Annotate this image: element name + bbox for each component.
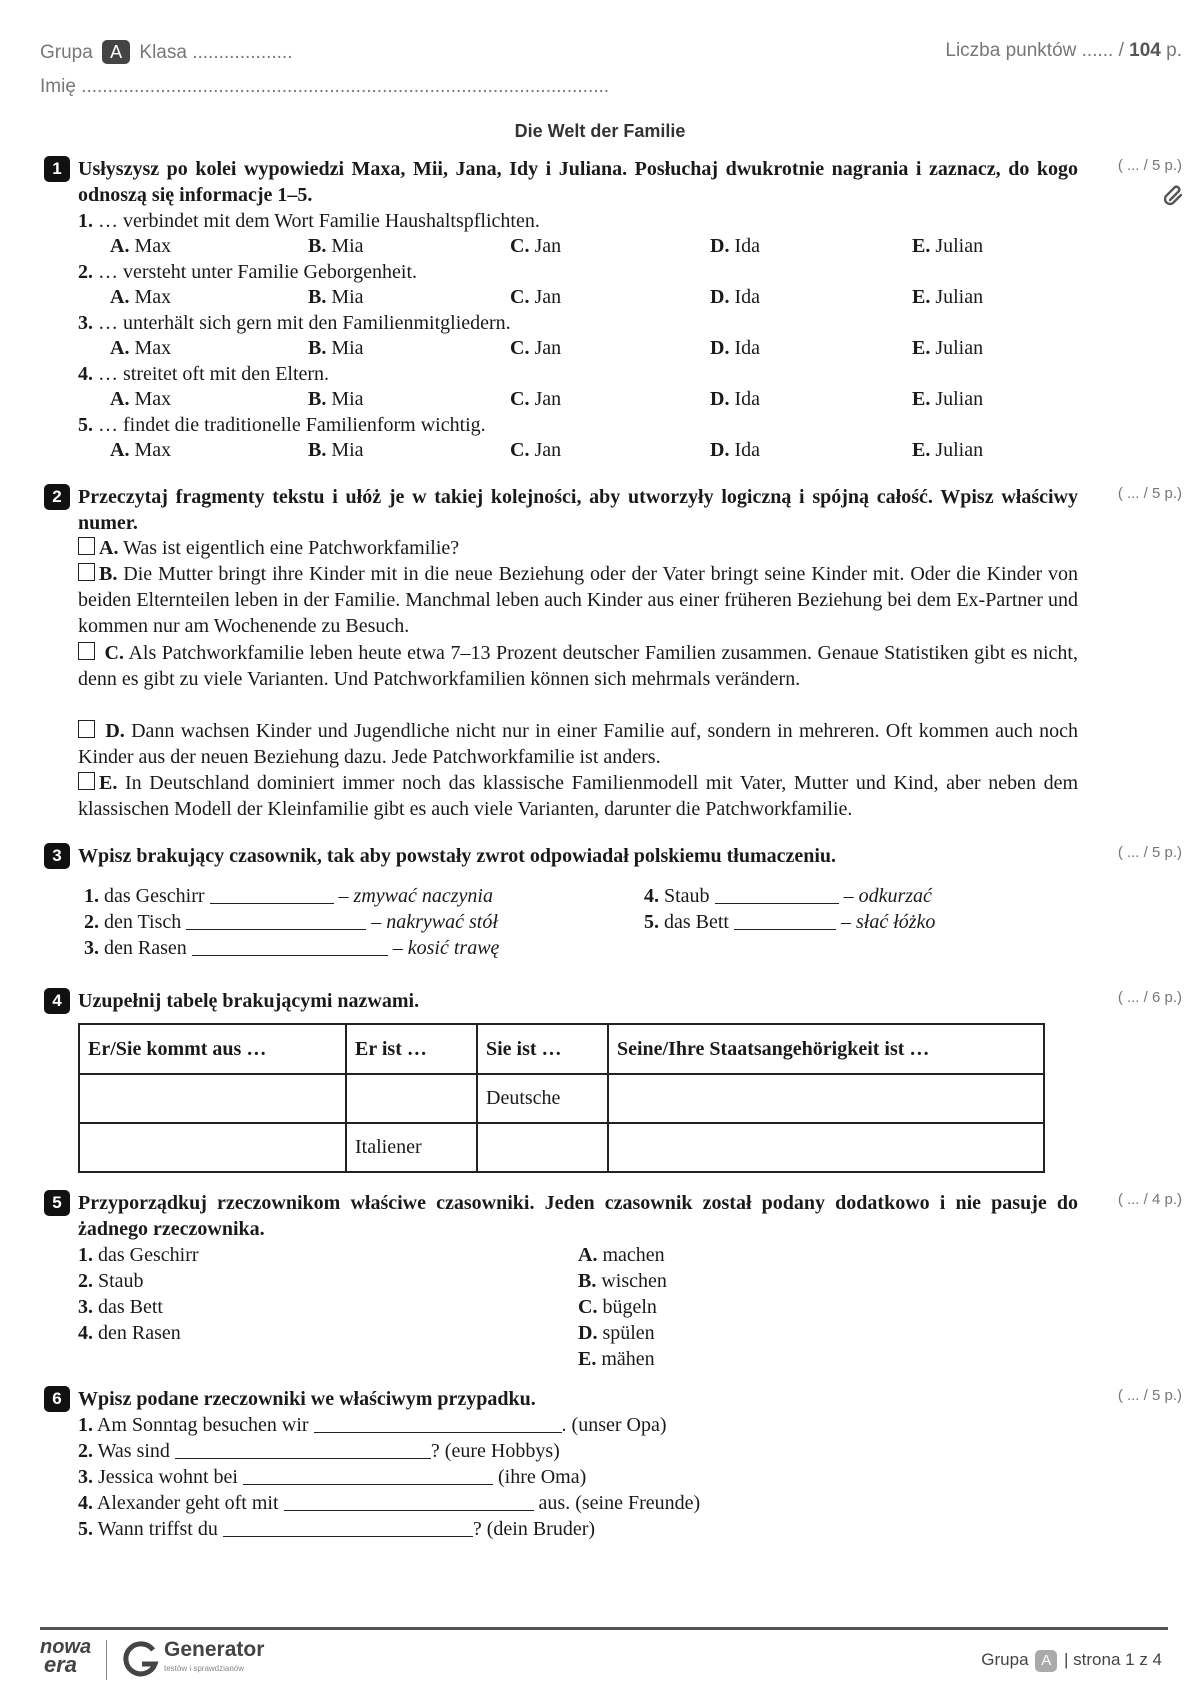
- phrase-number: 4.: [644, 885, 659, 907]
- footer-page-info: [981, 1650, 1162, 1672]
- option-letter: D.: [710, 235, 730, 257]
- verb-letter: E.: [578, 1348, 597, 1370]
- table-cell-input[interactable]: [608, 1123, 1044, 1172]
- question-3-instruction: Wpisz brakujący czasownik, tak aby powstały zwrot odpowiadał polskiemu tłumaczeniu.: [78, 845, 837, 867]
- option-letter: E.: [912, 235, 931, 257]
- answer-option[interactable]: [308, 386, 364, 412]
- phrase-noun: das Bett: [664, 911, 729, 933]
- fragment-c-letter: C.: [104, 642, 124, 664]
- noun-item: [78, 1242, 199, 1268]
- verb-letter: D.: [578, 1322, 598, 1344]
- option-name: Ida: [734, 337, 760, 359]
- points-label: Liczba punktów ...... /: [945, 40, 1124, 61]
- answer-option[interactable]: [110, 284, 171, 310]
- question-1-points: ( ... / 5 p.): [1117, 157, 1182, 174]
- question-2-instruction: Przeczytaj fragmenty tekstu i ułóż je w takiej kolejności, aby utworzyły logiczną i spójną całość. Wpisz właściwy numer.: [78, 486, 1078, 534]
- answer-option[interactable]: [912, 335, 983, 361]
- statement-text: … versteht unter Familie Geborgenheit.: [98, 261, 417, 283]
- sentence-item: [78, 1464, 586, 1490]
- phrase-translation: – zmywać naczynia: [338, 885, 493, 907]
- column-header: Sie ist …: [477, 1024, 608, 1074]
- phrase-noun: den Tisch: [104, 911, 182, 933]
- question-number-2: 2: [44, 484, 70, 510]
- fragment-a: [78, 535, 459, 561]
- sentence-number: 5.: [78, 1518, 93, 1540]
- question-number-5: 5: [44, 1190, 70, 1216]
- answer-option[interactable]: [308, 233, 364, 259]
- statement-number: 5.: [78, 414, 93, 436]
- option-name: Jan: [534, 337, 562, 359]
- answer-option[interactable]: [912, 284, 983, 310]
- column-header: Seine/Ihre Staatsangehörigkeit ist …: [608, 1024, 1044, 1074]
- fragment-d: [78, 718, 1078, 770]
- statement-item: [78, 310, 511, 336]
- fragment-e-text: In Deutschland dominiert immer noch das klassische Familienmodell mit Vater, Mutter und Kind, aber neben dem klassischen Modell der Kleinfamilie gibt es auch viele Varianten, darunter die Patchworkfamilie.: [78, 772, 1079, 820]
- option-name: Jan: [534, 286, 562, 308]
- noun-item: [78, 1294, 163, 1320]
- statement-number: 3.: [78, 312, 93, 334]
- header-group-class: [40, 40, 293, 64]
- answer-option[interactable]: [510, 437, 561, 463]
- statement-item: [78, 361, 329, 387]
- sentence-end: ? (eure Hobbys): [430, 1440, 560, 1462]
- sentence-item: [78, 1412, 667, 1438]
- sentence-end: ? (dein Bruder): [472, 1518, 596, 1540]
- table-cell-input[interactable]: [477, 1123, 608, 1172]
- sentence-number: 3.: [78, 1466, 93, 1488]
- statement-text: … findet die traditionelle Familienform wichtig.: [98, 414, 486, 436]
- table-row: [79, 1123, 1044, 1172]
- phrase-item: [644, 909, 935, 935]
- option-letter: A.: [110, 388, 130, 410]
- class-field[interactable]: Klasa ...................: [139, 42, 293, 63]
- sentence-start: Alexander geht oft mit: [96, 1492, 279, 1514]
- option-letter: C.: [510, 439, 530, 461]
- logo-separator: [106, 1640, 107, 1680]
- option-name: Ida: [734, 439, 760, 461]
- phrase-number: 3.: [84, 937, 99, 959]
- fragment-a-letter: A.: [99, 537, 119, 559]
- fragment-b: [78, 561, 1078, 639]
- table-header-row: [79, 1024, 1044, 1074]
- answer-option[interactable]: [308, 335, 364, 361]
- option-name: Max: [134, 388, 172, 410]
- option-letter: E.: [912, 439, 931, 461]
- noun-text: den Rasen: [98, 1322, 181, 1344]
- verb-letter: B.: [578, 1270, 597, 1292]
- option-letter: A.: [110, 439, 130, 461]
- phrase-item: [644, 883, 932, 909]
- verb-letter: A.: [578, 1244, 598, 1266]
- statement-number: 1.: [78, 210, 93, 232]
- answer-option[interactable]: [510, 335, 561, 361]
- statement-text: … unterhält sich gern mit den Familienmitgliedern.: [98, 312, 511, 334]
- question-5-points: ( ... / 4 p.): [1117, 1191, 1182, 1208]
- phrase-item: [84, 935, 499, 961]
- logo-text-nowa: nowa: [40, 1636, 92, 1658]
- fragment-b-letter: B.: [99, 563, 118, 585]
- generator-logo-text: Generator: [164, 1638, 265, 1661]
- statement-number: 2.: [78, 261, 93, 283]
- sentence-item: [78, 1490, 700, 1516]
- option-letter: B.: [308, 388, 327, 410]
- noun-item: [78, 1320, 181, 1346]
- answer-option[interactable]: [710, 233, 760, 259]
- verb-item: [578, 1346, 655, 1372]
- option-letter: C.: [510, 388, 530, 410]
- option-name: Mia: [331, 388, 364, 410]
- logo-text-era: era: [44, 1652, 78, 1677]
- noun-text: das Geschirr: [98, 1244, 199, 1266]
- page-number: | strona 1 z 4: [1064, 1650, 1162, 1669]
- audio-attachment-icon[interactable]: [1162, 182, 1186, 206]
- answer-blank[interactable]: [223, 1518, 473, 1537]
- answer-option[interactable]: [912, 386, 983, 412]
- question-6-instruction: Wpisz podane rzeczowniki we właściwym przypadku.: [78, 1388, 536, 1410]
- page-title: Die Welt der Familie: [514, 121, 686, 141]
- option-letter: A.: [110, 235, 130, 257]
- phrase-translation: – słać łóżko: [841, 911, 936, 933]
- sentence-number: 1.: [78, 1414, 93, 1436]
- fragment-b-text: Die Mutter bringt ihre Kinder mit in die neue Beziehung oder der Vater bringt seine Kinder mit. Oder die Kinder von beiden Elternteilen leben in der Familie. Manchmal leben auch Kinder aus einer früheren Beziehung bei dem Ex-Partner und kommen nur am Wochenende zu Besuch.: [78, 563, 1079, 637]
- answer-blank[interactable]: [175, 1440, 431, 1459]
- question-4-instruction: Uzupełnij tabelę brakującymi nazwami.: [78, 990, 420, 1012]
- footer-group-badge: A: [1035, 1650, 1057, 1672]
- phrase-item: [84, 909, 498, 935]
- statement-text: … verbindet mit dem Wort Familie Haushaltspflichten.: [98, 210, 540, 232]
- points-unit: p.: [1166, 40, 1182, 61]
- question-2-points: ( ... / 5 p.): [1117, 485, 1182, 502]
- question-3-points: ( ... / 5 p.): [1117, 844, 1182, 861]
- option-name: Ida: [734, 235, 760, 257]
- option-letter: E.: [912, 286, 931, 308]
- noun-text: das Bett: [98, 1296, 163, 1318]
- option-letter: D.: [710, 286, 730, 308]
- sentence-item: [78, 1516, 595, 1542]
- option-letter: B.: [308, 286, 327, 308]
- sentence-end: aus. (seine Freunde): [533, 1492, 701, 1514]
- sentence-start: Was sind: [97, 1440, 170, 1462]
- sentence-start: Am Sonntag besuchen wir: [96, 1414, 309, 1436]
- phrase-number: 5.: [644, 911, 659, 933]
- sentence-number: 4.: [78, 1492, 93, 1514]
- noun-number: 4.: [78, 1322, 93, 1344]
- option-name: Julian: [935, 286, 984, 308]
- answer-option[interactable]: [710, 335, 760, 361]
- sentence-start: Wann triffst du: [97, 1518, 218, 1540]
- option-name: Max: [134, 337, 172, 359]
- table-cell: Deutsche: [477, 1074, 608, 1123]
- option-letter: E.: [912, 337, 931, 359]
- phrase-translation: – kosić trawę: [392, 937, 500, 959]
- question-number-6: 6: [44, 1386, 70, 1412]
- option-letter: D.: [710, 337, 730, 359]
- fragment-e: [78, 770, 1078, 822]
- verb-text: mähen: [601, 1348, 655, 1370]
- name-field[interactable]: Imię ....................................................................................................: [40, 76, 610, 97]
- sentence-start: Jessica wohnt bei: [98, 1466, 238, 1488]
- statement-number: 4.: [78, 363, 93, 385]
- statement-text: … streitet oft mit den Eltern.: [98, 363, 330, 385]
- answer-option[interactable]: [510, 386, 561, 412]
- answer-option[interactable]: [710, 437, 760, 463]
- verb-text: wischen: [601, 1270, 667, 1292]
- option-letter: C.: [510, 337, 530, 359]
- footer-group-label: Grupa: [981, 1650, 1029, 1669]
- phrase-translation: – odkurzać: [843, 885, 932, 907]
- noun-number: 3.: [78, 1296, 93, 1318]
- question-number-3: 3: [44, 843, 70, 869]
- noun-number: 1.: [78, 1244, 93, 1266]
- answer-option[interactable]: [110, 437, 171, 463]
- verb-item: [578, 1242, 665, 1268]
- group-label: Grupa: [40, 42, 93, 63]
- option-name: Jan: [534, 235, 562, 257]
- question-5-instruction: Przyporządkuj rzeczownikom właściwe czasowniki. Jeden czasownik został podany dodatkowo i nie pasuje do żadnego rzeczownika.: [78, 1192, 1078, 1240]
- generator-logo-subtext: testów i sprawdzianów: [164, 1664, 245, 1673]
- answer-option[interactable]: [110, 335, 171, 361]
- fragment-a-text: Was ist eigentlich eine Patchworkfamilie?: [123, 537, 460, 559]
- option-letter: A.: [110, 337, 130, 359]
- fragment-c-checkbox[interactable]: [78, 642, 95, 660]
- footer-divider: [40, 1627, 1168, 1630]
- verb-text: machen: [602, 1244, 665, 1266]
- answer-option[interactable]: [308, 284, 364, 310]
- phrase-number: 2.: [84, 911, 99, 933]
- option-letter: D.: [710, 388, 730, 410]
- phrase-item: [84, 883, 493, 909]
- answer-blank[interactable]: [192, 937, 388, 956]
- table-cell-input[interactable]: [79, 1074, 346, 1123]
- statement-item: [78, 208, 540, 234]
- question-6-points: ( ... / 5 p.): [1117, 1387, 1182, 1404]
- option-name: Ida: [734, 286, 760, 308]
- table-row: [79, 1074, 1044, 1123]
- answer-blank[interactable]: [314, 1414, 562, 1433]
- points-max: 104: [1129, 40, 1161, 61]
- verb-item: [578, 1320, 655, 1346]
- option-letter: E.: [912, 388, 931, 410]
- answer-option[interactable]: [510, 284, 561, 310]
- option-name: Mia: [331, 439, 364, 461]
- option-name: Ida: [734, 388, 760, 410]
- fragment-d-checkbox[interactable]: [78, 720, 95, 738]
- option-name: Mia: [331, 337, 364, 359]
- option-name: Jan: [534, 439, 562, 461]
- sentence-item: [78, 1438, 560, 1464]
- group-badge: A: [102, 40, 130, 64]
- sentence-end: . (unser Opa): [561, 1414, 667, 1436]
- option-letter: B.: [308, 235, 327, 257]
- answer-option[interactable]: [510, 233, 561, 259]
- verb-item: [578, 1268, 667, 1294]
- option-letter: C.: [510, 235, 530, 257]
- option-name: Julian: [935, 439, 984, 461]
- verb-letter: C.: [578, 1296, 598, 1318]
- statement-item: [78, 259, 417, 285]
- statement-item: [78, 412, 486, 438]
- option-letter: D.: [710, 439, 730, 461]
- answer-option[interactable]: [308, 437, 364, 463]
- option-name: Julian: [935, 235, 984, 257]
- question-1-instruction: Usłyszysz po kolei wypowiedzi Maxa, Mii, Jana, Idy i Juliana. Posłuchaj dwukrotnie nagrania i zaznacz, do kogo odnoszą się informacje 1–5.: [78, 158, 1078, 206]
- answer-blank[interactable]: [186, 911, 366, 930]
- question-number-1: 1: [44, 156, 70, 182]
- column-header: Er/Sie kommt aus …: [79, 1024, 346, 1074]
- option-name: Max: [134, 439, 172, 461]
- option-name: Mia: [331, 286, 364, 308]
- option-name: Jan: [534, 388, 562, 410]
- verb-text: bügeln: [602, 1296, 657, 1318]
- answer-option[interactable]: [710, 386, 760, 412]
- nationality-table: [78, 1023, 1045, 1173]
- generator-logo-icon: [120, 1640, 160, 1680]
- option-name: Mia: [331, 235, 364, 257]
- table-cell-input[interactable]: [608, 1074, 1044, 1123]
- option-letter: A.: [110, 286, 130, 308]
- option-name: Max: [134, 235, 172, 257]
- noun-text: Staub: [98, 1270, 144, 1292]
- phrase-noun: den Rasen: [104, 937, 187, 959]
- question-number-4: 4: [44, 988, 70, 1014]
- fragment-a-checkbox[interactable]: [78, 537, 95, 555]
- answer-blank[interactable]: [715, 885, 839, 904]
- verb-item: [578, 1294, 657, 1320]
- answer-blank[interactable]: [734, 911, 836, 930]
- noun-item: [78, 1268, 144, 1294]
- table-cell: Italiener: [346, 1123, 477, 1172]
- answer-option[interactable]: [710, 284, 760, 310]
- fragment-e-checkbox[interactable]: [78, 772, 95, 790]
- option-name: Max: [134, 286, 172, 308]
- phrase-number: 1.: [84, 885, 99, 907]
- column-header: Er ist …: [346, 1024, 477, 1074]
- fragment-c: [78, 640, 1078, 692]
- points-total: [945, 40, 1182, 62]
- sentence-number: 2.: [78, 1440, 93, 1462]
- answer-option[interactable]: [110, 386, 171, 412]
- answer-blank[interactable]: [243, 1466, 493, 1485]
- fragment-c-text: Als Patchworkfamilie leben heute etwa 7–13 Prozent deutscher Familien zusammen. Genaue Statistiken gibt es nicht, denn es gibt zu viele Varianten. Und Patchworkfamilien können sich mehrmals verändern.: [78, 642, 1078, 690]
- option-letter: B.: [308, 337, 327, 359]
- sentence-end: (ihre Oma): [492, 1466, 587, 1488]
- phrase-translation: – nakrywać stół: [371, 911, 498, 933]
- answer-option[interactable]: [912, 437, 983, 463]
- nowa-era-logo: [40, 1636, 96, 1677]
- noun-number: 2.: [78, 1270, 93, 1292]
- table-cell-input[interactable]: [346, 1074, 477, 1123]
- option-name: Julian: [935, 337, 984, 359]
- fragment-d-text: Dann wachsen Kinder und Jugendliche nicht nur in einer Familie auf, sondern in mehreren. Oft kommen auch noch Kinder aus der neuen Beziehung dazu. Jede Patchworkfamilie ist anders.: [78, 720, 1079, 768]
- verb-text: spülen: [602, 1322, 655, 1344]
- table-cell-input[interactable]: [79, 1123, 346, 1172]
- fragment-e-letter: E.: [99, 772, 118, 794]
- option-name: Julian: [935, 388, 984, 410]
- answer-option[interactable]: [110, 233, 171, 259]
- question-4-points: ( ... / 6 p.): [1117, 989, 1182, 1006]
- phrase-noun: Staub: [664, 885, 710, 907]
- phrase-noun: das Geschirr: [104, 885, 205, 907]
- option-letter: C.: [510, 286, 530, 308]
- option-letter: B.: [308, 439, 327, 461]
- answer-option[interactable]: [912, 233, 983, 259]
- fragment-b-checkbox[interactable]: [78, 563, 95, 581]
- answer-blank[interactable]: [210, 885, 334, 904]
- fragment-d-letter: D.: [105, 720, 125, 742]
- answer-blank[interactable]: [284, 1492, 534, 1511]
